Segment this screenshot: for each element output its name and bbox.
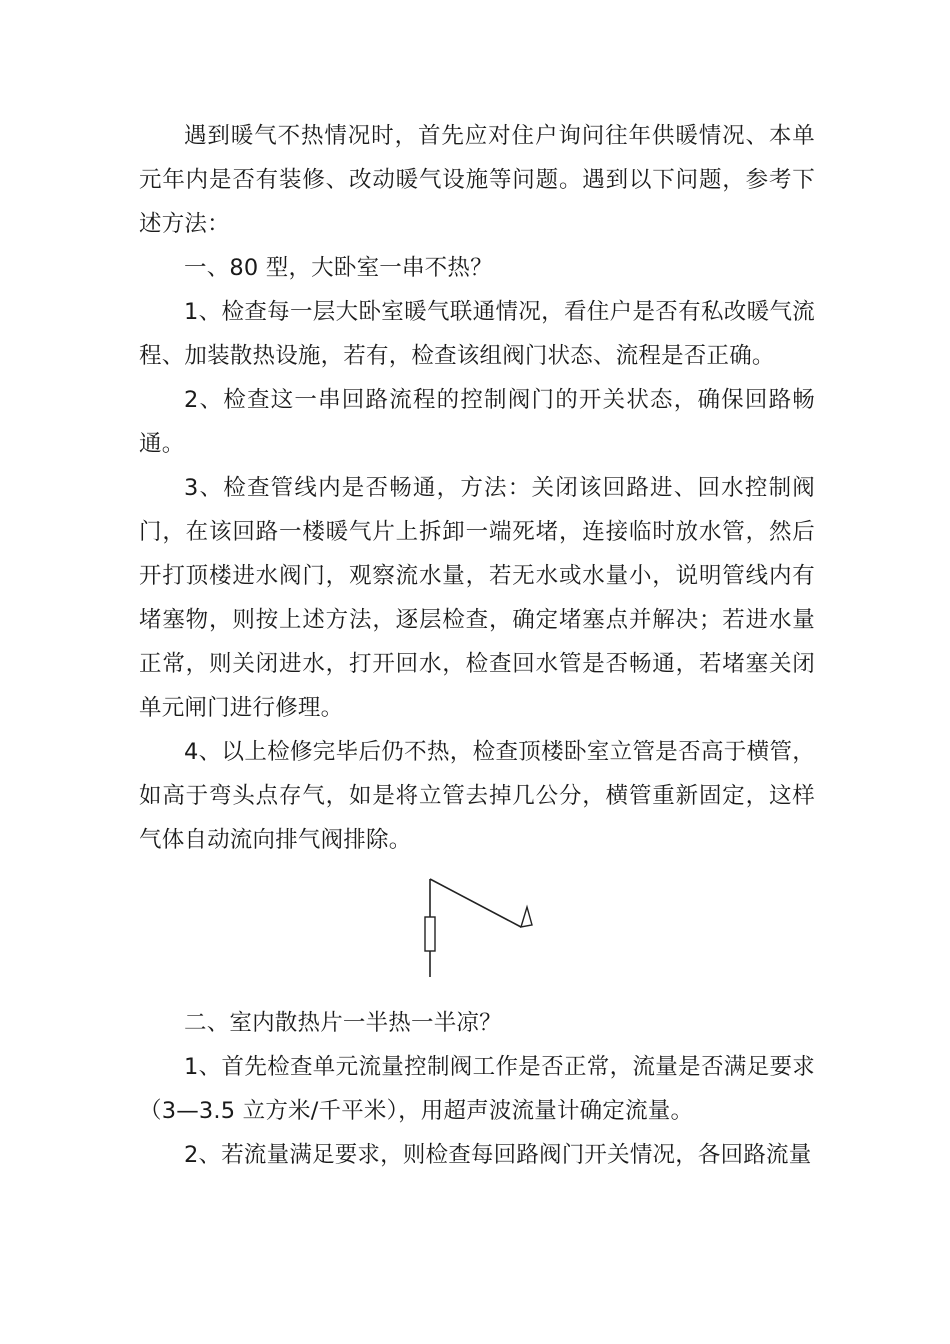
section-1-heading: 一、80 型，大卧室一串不热？	[184, 255, 493, 281]
section-1-step-2: 2、检查这一串回路流程的控制阀门的开关状态，确保回路畅通。	[139, 387, 815, 457]
document-body-top	[139, 114, 815, 862]
section-1-step-4: 4、以上检修完毕后仍不热，检查顶楼卧室立管是否高于横管，如高于弯头点存气，如是将立管去掉几公分，横管重新固定，这样气体自动流向排气阀排除。	[139, 739, 815, 853]
section-2-step-2: 2、若流量满足要求，则检查每回路阀门开关情况，各回路流量	[184, 1142, 812, 1168]
document-body-bottom	[139, 1001, 815, 1177]
horizontal-pipe	[430, 879, 521, 927]
air-vent-icon	[521, 907, 532, 927]
section-2-step-1: 1、首先检查单元流量控制阀工作是否正常，流量是否满足要求（3—3.5 立方米/千平米），用超声波流量计确定流量。	[139, 1054, 815, 1124]
section-1-step-1: 1、检查每一层大卧室暖气联通情况，看住户是否有私改暖气流程、加装散热设施，若有，检查该组阀门状态、流程是否正确。	[139, 299, 815, 369]
section-2-heading: 二、室内散热片一半热一半凉？	[184, 1010, 502, 1036]
intro-paragraph: 遇到暖气不热情况时，首先应对住户询问往年供暖情况、本单元年内是否有装修、改动暖气设施等问题。遇到以下问题，参考下述方法：	[139, 123, 815, 237]
section-1-step-3: 3、检查管线内是否畅通，方法：关闭该回路进、回水控制阀门，在该回路一楼暖气片上拆卸一端死堵，连接临时放水管，然后开打顶楼进水阀门，观察流水量，若无水或水量小，说明管线内有堵塞物，则按上述方法，逐层检查，确定堵塞点并解决；若进水量正常，则关闭进水，打开回水，检查回水管是否畅通，若堵塞关闭单元闸门进行修理。	[139, 475, 815, 721]
pipe-diagram-svg	[405, 873, 545, 983]
pipe-diagram	[405, 873, 545, 983]
valve-box	[425, 917, 435, 951]
